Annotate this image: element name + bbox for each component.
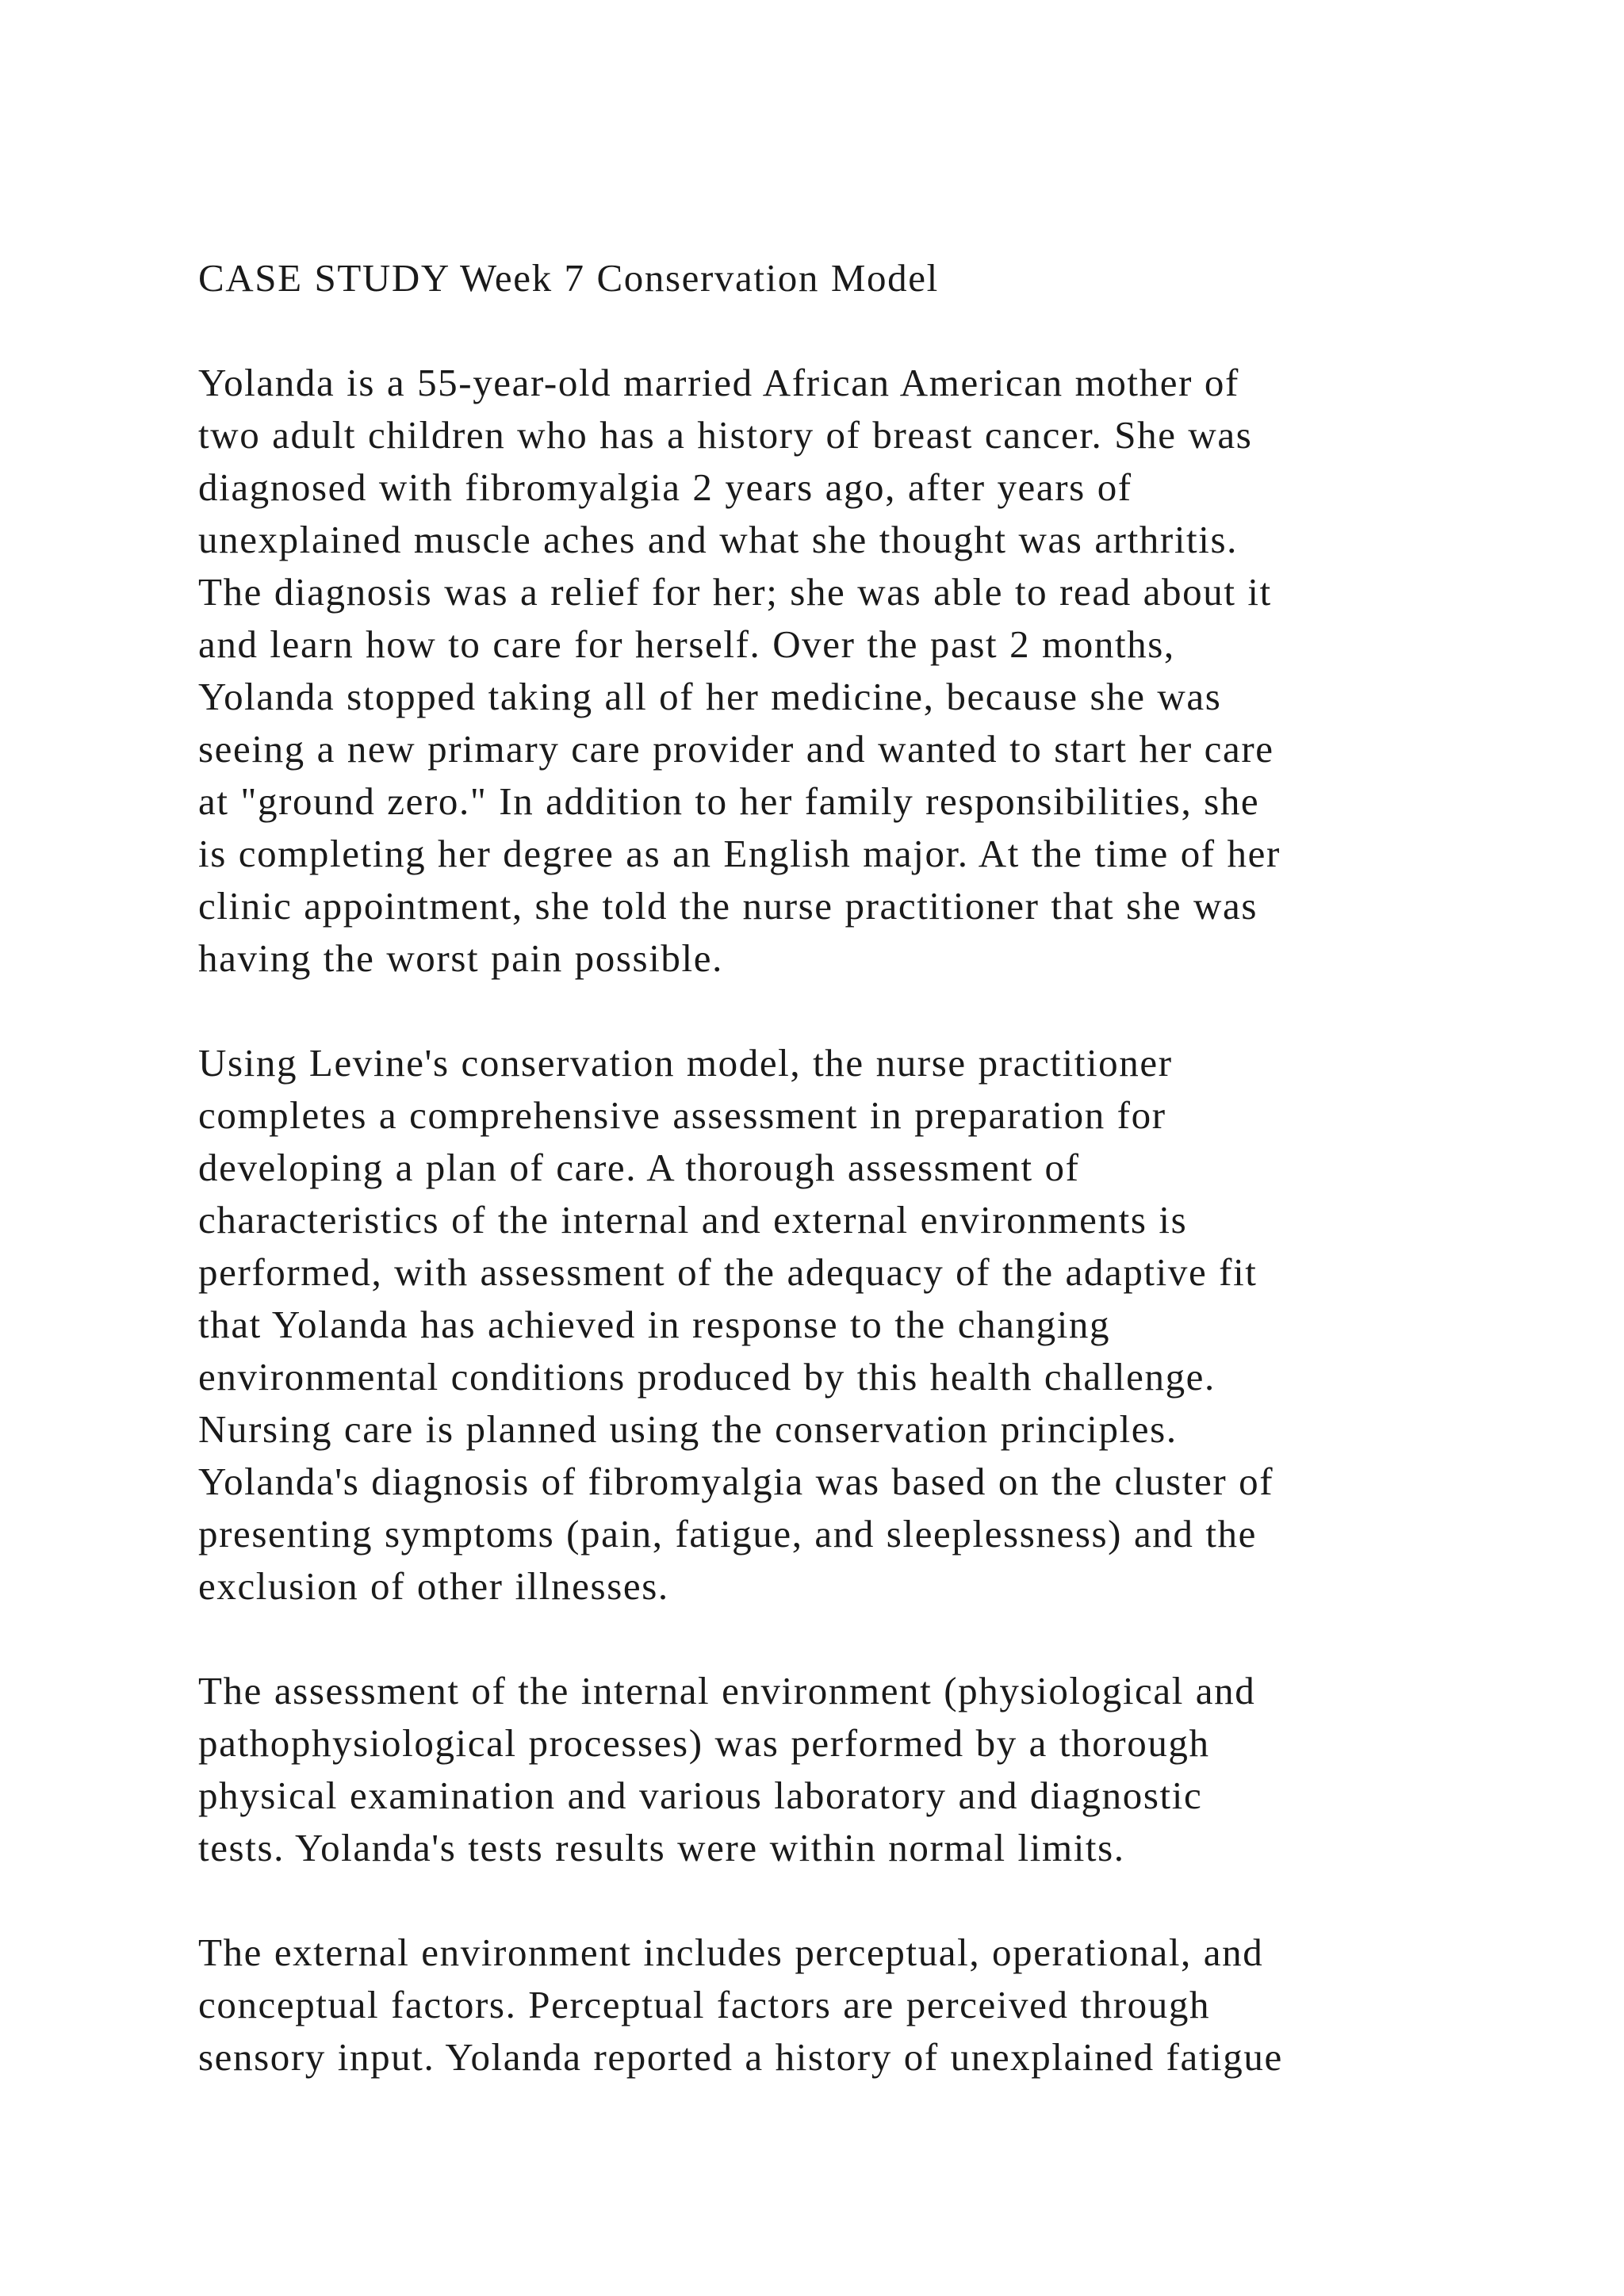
text-line: two adult children who has a history of breast cancer. She was [198,413,1253,457]
paragraph-3 [198,1665,1594,1874]
text-line: clinic appointment, she told the nurse practitioner that she was [198,884,1258,928]
text-line: that Yolanda has achieved in response to the changing [198,1303,1111,1346]
text-line: and learn how to care for herself. Over the past 2 months, [198,622,1175,666]
text-line: physical examination and various laboratory and diagnostic [198,1774,1203,1817]
text-line: unexplained muscle aches and what she thought was arthritis. [198,518,1238,561]
text-line: presenting symptoms (pain, fatigue, and sleeplessness) and the [198,1512,1258,1556]
text-line: having the worst pain possible. [198,936,723,980]
text-line: The external environment includes perceptual, operational, and [198,1931,1264,1974]
text-line: developing a plan of care. A thorough assessment of [198,1146,1080,1189]
paragraph-4 [198,1927,1594,2084]
title-line: CASE STUDY Week 7 Conservation Model [198,256,939,300]
text-line: diagnosed with fibromyalgia 2 years ago, after years of [198,465,1132,509]
text-line: is completing her degree as an English major. At the time of her [198,832,1281,875]
document-title [198,252,1594,304]
text-line: environmental conditions produced by this health challenge. [198,1355,1216,1399]
paragraph-1 [198,357,1594,985]
text-line: seeing a new primary care provider and wanted to start her care [198,727,1274,771]
text-line: at "ground zero." In addition to her family responsibilities, she [198,779,1260,823]
text-line: conceptual factors. Perceptual factors are perceived through [198,1983,1211,2026]
text-line: Nursing care is planned using the conservation principles. [198,1407,1178,1451]
document-body [198,252,1594,2084]
text-line: The diagnosis was a relief for her; she was able to read about it [198,570,1272,614]
text-line: The assessment of the internal environment (physiological and [198,1669,1256,1712]
text-line: performed, with assessment of the adequacy of the adaptive fit [198,1250,1258,1294]
text-line: completes a comprehensive assessment in preparation for [198,1093,1166,1137]
text-line: sensory input. Yolanda reported a history of unexplained fatigue [198,2035,1283,2079]
text-line: exclusion of other illnesses. [198,1564,669,1608]
text-line: tests. Yolanda's tests results were within normal limits. [198,1826,1125,1869]
text-line: Yolanda's diagnosis of fibromyalgia was based on the cluster of [198,1460,1274,1503]
text-line: Using Levine's conservation model, the nurse practitioner [198,1041,1173,1085]
text-line: Yolanda stopped taking all of her medicine, because she was [198,675,1222,718]
paragraph-2 [198,1037,1594,1613]
text-line: pathophysiological processes) was performed by a thorough [198,1721,1210,1765]
text-line: Yolanda is a 55-year-old married African American mother of [198,361,1239,404]
text-line: characteristics of the internal and external environments is [198,1198,1188,1242]
